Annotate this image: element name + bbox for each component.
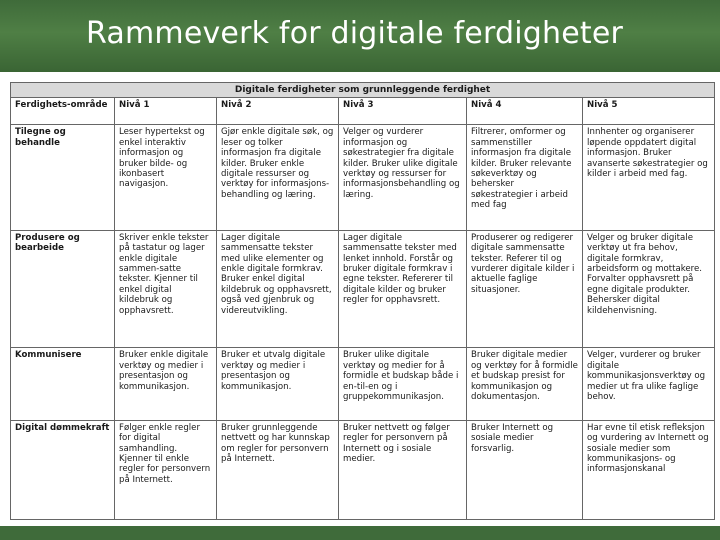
column-header: Nivå 2 bbox=[217, 98, 339, 125]
skill-area-cell: Kommunisere bbox=[11, 348, 115, 420]
table-cell: Lager digitale sammensatte tekster med lenket innhold. Forstår og bruker digitale formkrav i egne tekster. Refererer til digitale kilder og bruker regler for opphavsrett. bbox=[339, 230, 467, 348]
skill-area-cell: Produsere og bearbeide bbox=[11, 230, 115, 348]
table-cell: Velger og bruker digitale verktøy ut fra behov, digitale formkrav, arbeidsform og mottakere. Forvalter opphavsrett på egne digitale produkter. Behersker digital kildehenvisning. bbox=[583, 230, 715, 348]
column-header: Nivå 4 bbox=[467, 98, 583, 125]
table-caption: Digitale ferdigheter som grunnleggende ferdighet bbox=[11, 83, 715, 98]
slide-header bbox=[0, 0, 720, 72]
table-header-row bbox=[11, 98, 715, 125]
skill-area-cell: Tilegne og behandle bbox=[11, 125, 115, 230]
table-cell: Velger og vurderer informasjon og søkestrategier fra digitale kilder. Bruker ulike digitale verktøy og ressurser for informasjonsbehandling og læring. bbox=[339, 125, 467, 230]
table-cell: Innhenter og organiserer løpende oppdatert digital informasjon. Bruker avanserte søkestrategier og kilder i arbeid med fag. bbox=[583, 125, 715, 230]
table-row bbox=[11, 420, 715, 519]
table-cell: Gjør enkle digitale søk, og leser og tolker informasjon fra digitale kilder. Bruker enkle digitale ressurser og verktøy for informasjons-behandling og læring. bbox=[217, 125, 339, 230]
table-cell: Skriver enkle tekster på tastatur og lager enkle digitale sammen-satte tekster. Kjenner til enkel digital kildebruk og opphavsrett. bbox=[115, 230, 217, 348]
table-row bbox=[11, 230, 715, 348]
table-cell: Har evne til etisk refleksjon og vurdering av Internett og sosiale medier som kommunikasjons- og informasjonskanal bbox=[583, 420, 715, 519]
column-header: Nivå 1 bbox=[115, 98, 217, 125]
table-cell: Følger enkle regler for digital samhandling. Kjenner til enkle regler for personvern på Internett. bbox=[115, 420, 217, 519]
table-cell: Bruker nettvett og følger regler for personvern på Internett og i sosiale medier. bbox=[339, 420, 467, 519]
column-header: Nivå 3 bbox=[339, 98, 467, 125]
slide-title: Rammeverk for digitale ferdigheter bbox=[86, 16, 624, 51]
column-header: Nivå 5 bbox=[583, 98, 715, 125]
table-cell: Bruker grunnleggende nettvett og har kunnskap om regler for personvern på Internett. bbox=[217, 420, 339, 519]
framework-table bbox=[10, 82, 715, 520]
skill-area-cell: Digital dømmekraft bbox=[11, 420, 115, 519]
table-cell: Bruker ulike digitale verktøy og medier for å formidle et budskap både i en-til-en og i gruppekommunikasjon. bbox=[339, 348, 467, 420]
table-cell: Bruker digitale medier og verktøy for å formidle et budskap presist for kommunikasjon og dokumentasjon. bbox=[467, 348, 583, 420]
slide-footer-bar bbox=[0, 526, 720, 540]
table-cell: Bruker enkle digitale verktøy og medier i presentasjon og kommunikasjon. bbox=[115, 348, 217, 420]
framework-table-container bbox=[10, 82, 714, 520]
table-cell: Bruker Internett og sosiale medier forsvarlig. bbox=[467, 420, 583, 519]
table-cell: Velger, vurderer og bruker digitale kommunikasjonsverktøy og medier ut fra ulike faglige behov. bbox=[583, 348, 715, 420]
table-cell: Leser hypertekst og enkel interaktiv informasjon og bruker bilde- og ikonbasert navigasjon. bbox=[115, 125, 217, 230]
table-row bbox=[11, 348, 715, 420]
table-cell: Filtrerer, omformer og sammenstiller informasjon fra digitale kilder. Bruker relevante søkeverktøy og behersker søkestrategier i arbeid med fag bbox=[467, 125, 583, 230]
table-row bbox=[11, 125, 715, 230]
table-cell: Lager digitale sammensatte tekster med ulike elementer og enkle digitale formkrav. Bruker enkel digital kildebruk og opphavsrett, også ved gjenbruk og videreutvikling. bbox=[217, 230, 339, 348]
table-cell: Bruker et utvalg digitale verktøy og medier i presentasjon og kommunikasjon. bbox=[217, 348, 339, 420]
column-header: Ferdighets-område bbox=[11, 98, 115, 125]
table-cell: Produserer og redigerer digitale sammensatte tekster. Referer til og vurderer digitale kilder i aktuelle faglige situasjoner. bbox=[467, 230, 583, 348]
